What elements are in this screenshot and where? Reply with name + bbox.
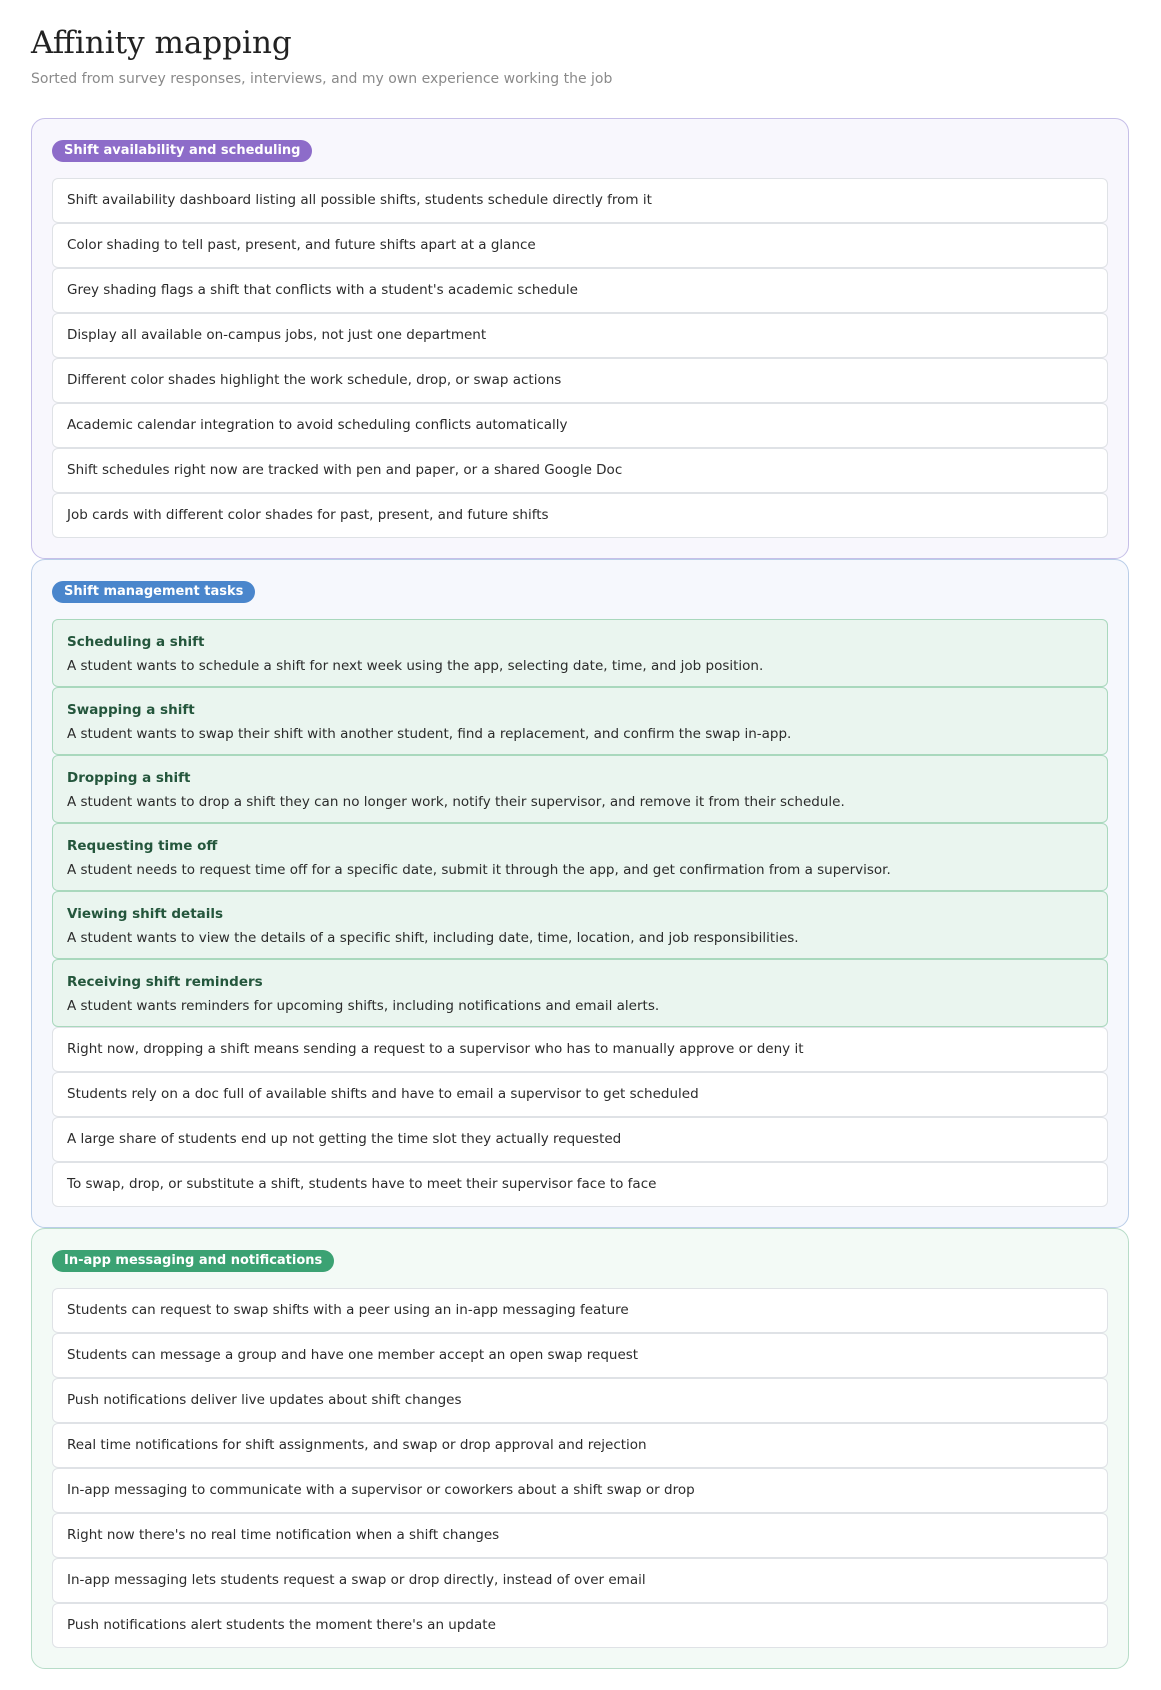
task-description: A student wants to swap their shift with another student, find a replacement, and confirm the swap in-app. bbox=[67, 726, 792, 742]
task-description: A student wants to schedule a shift for next week using the app, selecting date, time, and job position. bbox=[67, 658, 764, 674]
note-card: Students can request to swap shifts with a peer using an in-app messaging feature bbox=[52, 1288, 1108, 1333]
group-shift-management bbox=[31, 559, 1129, 1228]
note-card: Push notifications alert students the moment there's an update bbox=[52, 1603, 1108, 1648]
page-subtitle: Sorted from survey responses, interviews, and my own experience working the job bbox=[31, 71, 613, 87]
note-card: Students can message a group and have one member accept an open swap request bbox=[52, 1333, 1108, 1378]
task-card bbox=[52, 959, 1108, 1027]
note-card: In-app messaging lets students request a swap or drop directly, instead of over email bbox=[52, 1558, 1108, 1603]
note-card: Display all available on-campus jobs, not just one department bbox=[52, 313, 1108, 358]
group-label-badge: Shift availability and scheduling bbox=[52, 140, 312, 162]
task-card bbox=[52, 891, 1108, 959]
group-label-badge: Shift management tasks bbox=[52, 581, 255, 603]
note-card: Job cards with different color shades for past, present, and future shifts bbox=[52, 493, 1108, 538]
group-messaging-notifications bbox=[31, 1228, 1129, 1669]
task-card bbox=[52, 619, 1108, 687]
task-card bbox=[52, 755, 1108, 823]
note-card: Academic calendar integration to avoid scheduling conflicts automatically bbox=[52, 403, 1108, 448]
task-card bbox=[52, 823, 1108, 891]
task-description: A student needs to request time off for a specific date, submit it through the app, and get confirmation from a supervisor. bbox=[67, 862, 891, 878]
page-title: Affinity mapping bbox=[31, 25, 292, 61]
task-title: Swapping a shift bbox=[67, 702, 195, 718]
task-title: Dropping a shift bbox=[67, 770, 191, 786]
note-card: In-app messaging to communicate with a supervisor or coworkers about a shift swap or drop bbox=[52, 1468, 1108, 1513]
note-card: Right now there's no real time notification when a shift changes bbox=[52, 1513, 1108, 1558]
note-card: Right now, dropping a shift means sending a request to a supervisor who has to manually approve or deny it bbox=[52, 1027, 1108, 1072]
note-card: Push notifications deliver live updates about shift changes bbox=[52, 1378, 1108, 1423]
task-description: A student wants to view the details of a specific shift, including date, time, location, and job responsibilities. bbox=[67, 930, 799, 946]
task-title: Requesting time off bbox=[67, 838, 218, 854]
group-label-badge: In-app messaging and notifications bbox=[52, 1250, 334, 1272]
note-card: Students rely on a doc full of available shifts and have to email a supervisor to get scheduled bbox=[52, 1072, 1108, 1117]
note-card: Grey shading flags a shift that conflicts with a student's academic schedule bbox=[52, 268, 1108, 313]
note-card: Shift availability dashboard listing all possible shifts, students schedule directly from it bbox=[52, 178, 1108, 223]
note-card: Different color shades highlight the work schedule, drop, or swap actions bbox=[52, 358, 1108, 403]
task-card bbox=[52, 687, 1108, 755]
task-description: A student wants reminders for upcoming shifts, including notifications and email alerts. bbox=[67, 998, 660, 1014]
note-card: Shift schedules right now are tracked with pen and paper, or a shared Google Doc bbox=[52, 448, 1108, 493]
note-card: To swap, drop, or substitute a shift, students have to meet their supervisor face to face bbox=[52, 1162, 1108, 1207]
note-card: A large share of students end up not getting the time slot they actually requested bbox=[52, 1117, 1108, 1162]
group-shift-availability bbox=[31, 118, 1129, 559]
task-title: Scheduling a shift bbox=[67, 634, 205, 650]
affinity-groups bbox=[31, 118, 1129, 1669]
note-card: Real time notifications for shift assignments, and swap or drop approval and rejection bbox=[52, 1423, 1108, 1468]
task-title: Viewing shift details bbox=[67, 906, 224, 922]
task-description: A student wants to drop a shift they can no longer work, notify their supervisor, and remove it from their schedule. bbox=[67, 794, 845, 810]
note-card: Color shading to tell past, present, and future shifts apart at a glance bbox=[52, 223, 1108, 268]
task-title: Receiving shift reminders bbox=[67, 974, 263, 990]
